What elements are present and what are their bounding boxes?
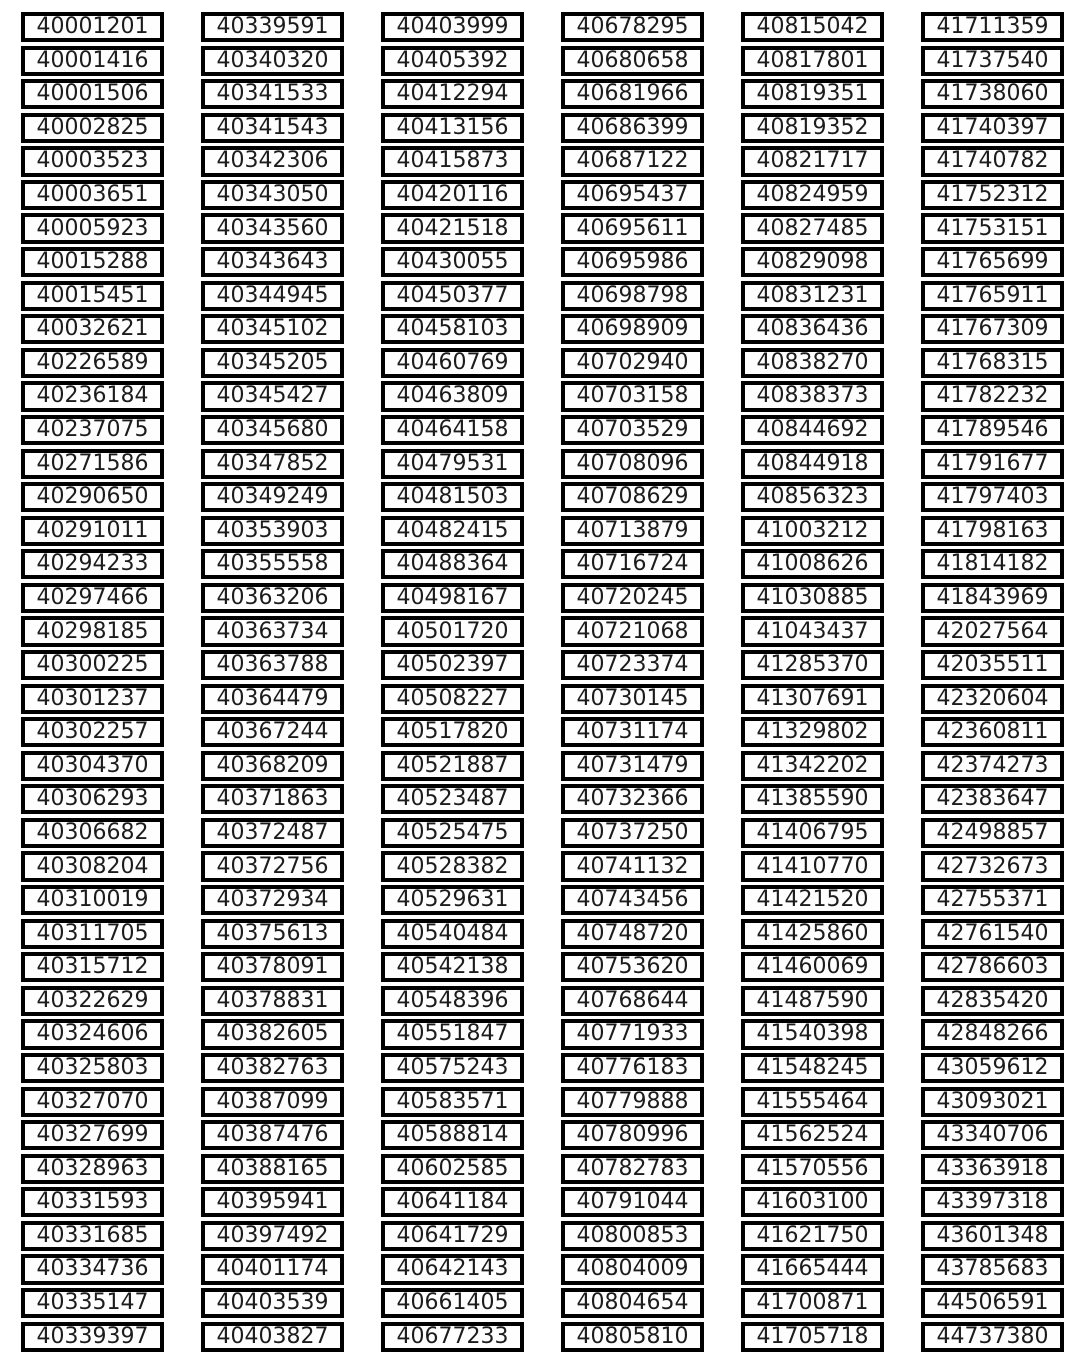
number-cell: 40413156 (381, 113, 524, 143)
number-cell: 40829098 (741, 247, 884, 277)
number-cell: 40791044 (561, 1187, 704, 1217)
number-cell: 40342306 (201, 146, 344, 176)
number-cell: 40703158 (561, 381, 704, 411)
number-cell: 40032621 (21, 314, 164, 344)
number-cell: 40681966 (561, 79, 704, 109)
number-cell: 40844692 (741, 415, 884, 445)
number-cell: 40345205 (201, 348, 344, 378)
number-cell: 41342202 (741, 751, 884, 781)
number-cell: 40387476 (201, 1120, 344, 1150)
number-cell: 40678295 (561, 12, 704, 42)
number-cell: 40481503 (381, 482, 524, 512)
number-cell: 42374273 (921, 751, 1064, 781)
number-cell: 40372934 (201, 885, 344, 915)
number-cell: 40844918 (741, 449, 884, 479)
number-cell: 40403999 (381, 12, 524, 42)
number-cell: 40403539 (201, 1288, 344, 1318)
number-cell: 40776183 (561, 1053, 704, 1083)
number-cell: 41765911 (921, 281, 1064, 311)
number-cell: 41329802 (741, 717, 884, 747)
number-cell: 40331593 (21, 1187, 164, 1217)
number-cell: 40641729 (381, 1221, 524, 1251)
number-cell: 40327070 (21, 1087, 164, 1117)
number-cell: 42027564 (921, 616, 1064, 646)
number-cell: 44737380 (921, 1322, 1064, 1352)
number-cell: 40771933 (561, 1019, 704, 1049)
number-cell: 41705718 (741, 1322, 884, 1352)
number-cell: 40479531 (381, 449, 524, 479)
number-cell: 40324606 (21, 1019, 164, 1049)
number-cell: 40831231 (741, 281, 884, 311)
number-cell: 40001416 (21, 46, 164, 76)
number-cell: 40340320 (201, 46, 344, 76)
number-cell: 40687122 (561, 146, 704, 176)
number-cell: 43093021 (921, 1087, 1064, 1117)
number-cell: 41791677 (921, 449, 1064, 479)
number-cell: 40341533 (201, 79, 344, 109)
number-cell: 40821717 (741, 146, 884, 176)
number-cell: 40308204 (21, 851, 164, 881)
number-cell: 40588814 (381, 1120, 524, 1150)
number-cell: 42498857 (921, 818, 1064, 848)
number-cell: 40345102 (201, 314, 344, 344)
number-cell: 40328963 (21, 1154, 164, 1184)
number-cell: 40343050 (201, 180, 344, 210)
number-cell: 40713879 (561, 516, 704, 546)
number-cell: 40335147 (21, 1288, 164, 1318)
number-cell: 40753620 (561, 952, 704, 982)
number-cell: 41843969 (921, 583, 1064, 613)
number-cell: 40695437 (561, 180, 704, 210)
number-cell: 40743456 (561, 885, 704, 915)
number-cell: 40372487 (201, 818, 344, 848)
number-cell: 40334736 (21, 1254, 164, 1284)
number-cell: 40271586 (21, 449, 164, 479)
number-cell: 41665444 (741, 1254, 884, 1284)
number-cell: 40378091 (201, 952, 344, 982)
number-cell: 40551847 (381, 1019, 524, 1049)
number-cell: 40502397 (381, 650, 524, 680)
number-cell: 43397318 (921, 1187, 1064, 1217)
number-cell: 40325803 (21, 1053, 164, 1083)
number-cell: 40364479 (201, 684, 344, 714)
number-cell: 40387099 (201, 1087, 344, 1117)
number-cell: 40737250 (561, 818, 704, 848)
number-column (381, 12, 524, 1352)
number-cell: 40523487 (381, 784, 524, 814)
number-cell: 40540484 (381, 919, 524, 949)
number-cell: 40371863 (201, 784, 344, 814)
number-cell: 40291011 (21, 516, 164, 546)
number-cell: 41768315 (921, 348, 1064, 378)
number-cell: 41562524 (741, 1120, 884, 1150)
number-cell: 40363788 (201, 650, 344, 680)
number-cell: 40331685 (21, 1221, 164, 1251)
number-cell: 40310019 (21, 885, 164, 915)
number-cell: 40015288 (21, 247, 164, 277)
number-column (741, 12, 884, 1352)
number-cell: 40290650 (21, 482, 164, 512)
number-cell: 42835420 (921, 986, 1064, 1016)
number-cell: 41711359 (921, 12, 1064, 42)
number-cell: 41285370 (741, 650, 884, 680)
number-cell: 41487590 (741, 986, 884, 1016)
number-cell: 40501720 (381, 616, 524, 646)
number-cell: 40315712 (21, 952, 164, 982)
number-cell: 40542138 (381, 952, 524, 982)
number-cell: 40343643 (201, 247, 344, 277)
number-cell: 40680658 (561, 46, 704, 76)
number-cell: 43363918 (921, 1154, 1064, 1184)
number-cell: 40001201 (21, 12, 164, 42)
number-cell: 41621750 (741, 1221, 884, 1251)
number-cell: 40412294 (381, 79, 524, 109)
number-cell: 40716724 (561, 549, 704, 579)
number-cell: 40302257 (21, 717, 164, 747)
number-cell: 41406795 (741, 818, 884, 848)
number-cell: 40730145 (561, 684, 704, 714)
number-cell: 41740782 (921, 146, 1064, 176)
number-cell: 40311705 (21, 919, 164, 949)
number-cell: 40819351 (741, 79, 884, 109)
number-cell: 40382605 (201, 1019, 344, 1049)
number-cell: 40401174 (201, 1254, 344, 1284)
number-cell: 41797403 (921, 482, 1064, 512)
number-cell: 40741132 (561, 851, 704, 881)
number-cell: 43601348 (921, 1221, 1064, 1251)
number-cell: 40703529 (561, 415, 704, 445)
number-column (21, 12, 164, 1352)
number-cell: 41548245 (741, 1053, 884, 1083)
number-cell: 40403827 (201, 1322, 344, 1352)
number-cell: 40824959 (741, 180, 884, 210)
number-cell: 40341543 (201, 113, 344, 143)
number-cell: 41789546 (921, 415, 1064, 445)
number-cell: 40748720 (561, 919, 704, 949)
number-cell: 40602585 (381, 1154, 524, 1184)
number-cell: 42035511 (921, 650, 1064, 680)
number-cell: 40382763 (201, 1053, 344, 1083)
number-cell: 40343560 (201, 213, 344, 243)
number-cell: 40720245 (561, 583, 704, 613)
number-cell: 40322629 (21, 986, 164, 1016)
number-cell: 40575243 (381, 1053, 524, 1083)
number-cell: 40642143 (381, 1254, 524, 1284)
number-cell: 41740397 (921, 113, 1064, 143)
number-cell: 40395941 (201, 1187, 344, 1217)
number-cell: 41738060 (921, 79, 1064, 109)
number-cell: 40372756 (201, 851, 344, 881)
number-cell: 40856323 (741, 482, 884, 512)
number-cell: 40529631 (381, 885, 524, 915)
number-cell: 41008626 (741, 549, 884, 579)
number-cell: 40548396 (381, 986, 524, 1016)
number-cell: 40528382 (381, 851, 524, 881)
number-cell: 40838270 (741, 348, 884, 378)
number-cell: 42360811 (921, 717, 1064, 747)
number-cell: 40817801 (741, 46, 884, 76)
number-cell: 40731174 (561, 717, 704, 747)
number-cell: 41814182 (921, 549, 1064, 579)
number-cell: 40298185 (21, 616, 164, 646)
number-cell: 40294233 (21, 549, 164, 579)
number-cell: 40397492 (201, 1221, 344, 1251)
number-cell: 40003523 (21, 146, 164, 176)
number-cell: 40003651 (21, 180, 164, 210)
number-cell: 41460069 (741, 952, 884, 982)
number-cell: 40641184 (381, 1187, 524, 1217)
number-cell: 40355558 (201, 549, 344, 579)
number-cell: 40686399 (561, 113, 704, 143)
number-cell: 40301237 (21, 684, 164, 714)
number-cell: 40001506 (21, 79, 164, 109)
number-cell: 40732366 (561, 784, 704, 814)
number-cell: 40521887 (381, 751, 524, 781)
number-cell: 40836436 (741, 314, 884, 344)
number-cell: 41767309 (921, 314, 1064, 344)
number-cell: 43340706 (921, 1120, 1064, 1150)
number-cell: 40237075 (21, 415, 164, 445)
number-cell: 40367244 (201, 717, 344, 747)
number-cell: 40779888 (561, 1087, 704, 1117)
number-cell: 41555464 (741, 1087, 884, 1117)
number-cell: 41385590 (741, 784, 884, 814)
number-cell: 40460769 (381, 348, 524, 378)
number-cell: 40421518 (381, 213, 524, 243)
number-column (201, 12, 344, 1352)
number-cell: 42755371 (921, 885, 1064, 915)
number-cell: 40508227 (381, 684, 524, 714)
number-cell: 40306682 (21, 818, 164, 848)
number-cell: 41540398 (741, 1019, 884, 1049)
number-cell: 43059612 (921, 1053, 1064, 1083)
number-cell: 40347852 (201, 449, 344, 479)
number-cell: 43785683 (921, 1254, 1064, 1284)
number-cell: 40327699 (21, 1120, 164, 1150)
number-cell: 42320604 (921, 684, 1064, 714)
number-cell: 40698798 (561, 281, 704, 311)
number-cell: 40525475 (381, 818, 524, 848)
number-column (921, 12, 1064, 1352)
number-cell: 42732673 (921, 851, 1064, 881)
number-cell: 44506591 (921, 1288, 1064, 1318)
number-cell: 42786603 (921, 952, 1064, 982)
number-cell: 40583571 (381, 1087, 524, 1117)
number-cell: 40804009 (561, 1254, 704, 1284)
number-cell: 40838373 (741, 381, 884, 411)
number-cell: 40015451 (21, 281, 164, 311)
number-cell: 40498167 (381, 583, 524, 613)
number-cell: 40677233 (381, 1322, 524, 1352)
number-cell: 40463809 (381, 381, 524, 411)
number-cell: 40300225 (21, 650, 164, 680)
number-cell: 41700871 (741, 1288, 884, 1318)
number-cell: 40517820 (381, 717, 524, 747)
number-cell: 40363734 (201, 616, 344, 646)
number-cell: 40708096 (561, 449, 704, 479)
number-cell: 40306293 (21, 784, 164, 814)
number-cell: 40780996 (561, 1120, 704, 1150)
number-cell: 40363206 (201, 583, 344, 613)
number-cell: 40297466 (21, 583, 164, 613)
number-cell: 40464158 (381, 415, 524, 445)
number-cell: 42848266 (921, 1019, 1064, 1049)
number-cell: 41410770 (741, 851, 884, 881)
number-cell: 40482415 (381, 516, 524, 546)
number-cell: 41043437 (741, 616, 884, 646)
number-column (561, 12, 704, 1352)
number-cell: 40661405 (381, 1288, 524, 1318)
number-cell: 40353903 (201, 516, 344, 546)
number-cell: 42383647 (921, 784, 1064, 814)
number-cell: 41798163 (921, 516, 1064, 546)
number-cell: 40721068 (561, 616, 704, 646)
number-cell: 40708629 (561, 482, 704, 512)
number-cell: 40378831 (201, 986, 344, 1016)
number-cell: 40339397 (21, 1322, 164, 1352)
number-cell: 40002825 (21, 113, 164, 143)
number-cell: 40815042 (741, 12, 884, 42)
number-cell: 40695986 (561, 247, 704, 277)
number-cell: 41603100 (741, 1187, 884, 1217)
number-cell: 40349249 (201, 482, 344, 512)
number-cell: 41003212 (741, 516, 884, 546)
number-cell: 40344945 (201, 281, 344, 311)
number-cell: 40698909 (561, 314, 704, 344)
number-cell: 40368209 (201, 751, 344, 781)
number-cell: 41307691 (741, 684, 884, 714)
number-cell: 40819352 (741, 113, 884, 143)
number-cell: 40415873 (381, 146, 524, 176)
number-cell: 40304370 (21, 751, 164, 781)
number-cell: 41753151 (921, 213, 1064, 243)
number-cell: 41425860 (741, 919, 884, 949)
number-cell: 40804654 (561, 1288, 704, 1318)
number-cell: 40420116 (381, 180, 524, 210)
number-cell: 40005923 (21, 213, 164, 243)
number-cell: 40405392 (381, 46, 524, 76)
number-cell: 40458103 (381, 314, 524, 344)
number-cell: 40827485 (741, 213, 884, 243)
number-cell: 40768644 (561, 986, 704, 1016)
number-cell: 40695611 (561, 213, 704, 243)
number-cell: 41737540 (921, 46, 1064, 76)
number-cell: 40375613 (201, 919, 344, 949)
number-cell: 40388165 (201, 1154, 344, 1184)
number-cell: 41421520 (741, 885, 884, 915)
number-cell: 40339591 (201, 12, 344, 42)
number-cell: 41570556 (741, 1154, 884, 1184)
number-cell: 40226589 (21, 348, 164, 378)
number-cell: 40723374 (561, 650, 704, 680)
number-cell: 40805810 (561, 1322, 704, 1352)
number-cell: 41752312 (921, 180, 1064, 210)
number-cell: 40236184 (21, 381, 164, 411)
number-cell: 40782783 (561, 1154, 704, 1184)
number-cell: 40702940 (561, 348, 704, 378)
number-cell: 42761540 (921, 919, 1064, 949)
number-cell: 40488364 (381, 549, 524, 579)
number-cell: 41765699 (921, 247, 1064, 277)
number-grid (21, 12, 1064, 1352)
number-cell: 40345427 (201, 381, 344, 411)
number-cell: 40430055 (381, 247, 524, 277)
number-cell: 40800853 (561, 1221, 704, 1251)
number-cell: 41782232 (921, 381, 1064, 411)
number-cell: 40345680 (201, 415, 344, 445)
number-cell: 40450377 (381, 281, 524, 311)
number-cell: 41030885 (741, 583, 884, 613)
number-cell: 40731479 (561, 751, 704, 781)
